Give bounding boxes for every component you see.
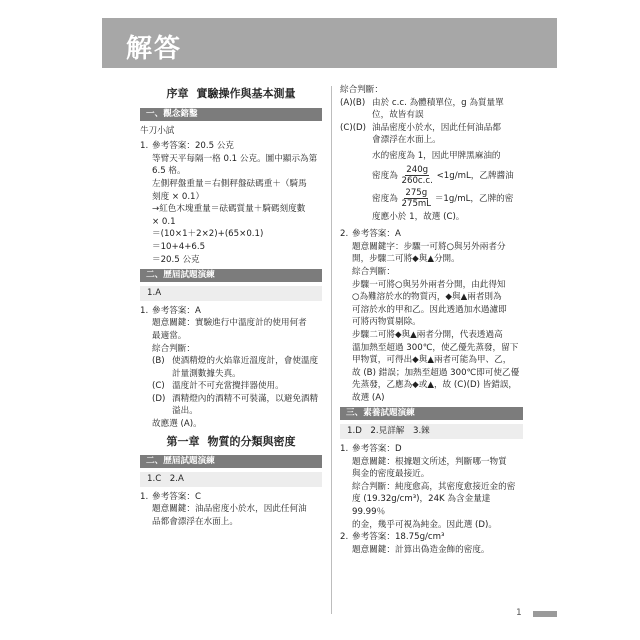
answer-key-box: 1.A <box>140 286 322 301</box>
text-line: 題意關鍵字：步驟一可將○與另外兩者分 <box>352 241 506 252</box>
section-past-exams-2: 二、歷屆試題演練 <box>140 455 322 468</box>
right-column <box>340 84 523 556</box>
text-line: 綜合判斷：純度愈高，其密度愈接近金的密 <box>352 481 516 492</box>
text-line: 與金的密度最接近。 <box>352 469 430 480</box>
subheading-niudao: 牛刀小試 <box>140 125 175 136</box>
denominator: 260c.c. <box>401 175 433 186</box>
option-label: (C) <box>152 381 165 392</box>
question-number: 2. <box>340 532 349 543</box>
text-line: 溫度計不可充當攪拌器使用。 <box>172 381 284 392</box>
numerator: 240g <box>406 164 429 175</box>
formula-text: 密度為 <box>372 193 398 204</box>
text-line: ＝(10×1＋2×2)+(65×0.1) <box>152 229 264 240</box>
text-line: 油品密度小於水，因此任何油品都 <box>372 122 501 133</box>
question-number: 1. <box>140 305 149 316</box>
option-cd <box>340 122 523 147</box>
text-line: 計量測數據失真。 <box>172 368 241 379</box>
formula-text: 密度為 <box>372 170 398 181</box>
answer-line: 參考答案：20.5 公克 <box>152 141 235 152</box>
section-concept: 一、觀念鎔鑿 <box>140 108 322 121</box>
question-number: 1. <box>340 444 349 455</box>
text-line: 題意關鍵：根據題文所述，判斷哪一物質 <box>352 456 507 467</box>
answer-key-box: 1.D 2.見詳解 3.錸 <box>340 424 523 439</box>
text-line: 綜合判斷： <box>340 85 383 95</box>
option-c <box>152 380 322 393</box>
chapter-heading-prologue <box>140 88 322 101</box>
numerator: 275g <box>405 187 428 198</box>
density-formula-1 <box>372 165 523 186</box>
question-1-past <box>140 305 322 431</box>
section-past-exams: 二、歷屆試題演練 <box>140 269 322 282</box>
column-divider <box>331 86 332 614</box>
question-number: 2. <box>340 229 349 240</box>
text-line: 步驟一可將○與另外兩者分開，由此得知 <box>352 279 506 290</box>
text-line: 最適當。 <box>152 330 187 341</box>
option-label: (A)(B) <box>340 97 366 108</box>
chapter-prefix: 第一章 <box>166 434 200 448</box>
text-line: ○為難溶於水的物質丙，◆與▲兩者則為 <box>352 292 502 303</box>
question-2-pro <box>340 531 523 556</box>
text-line: 可溶於水的甲和乙。因此透過加水過濾即 <box>352 304 507 315</box>
text-line: 故選 (A) <box>352 392 385 403</box>
chapter-title: 實驗操作與基本測量 <box>196 87 296 100</box>
text-line: 綜合判斷： <box>152 343 195 354</box>
question-1-pro <box>340 443 523 531</box>
text-line: 水的密度為 1，因此甲牌黑麻油的 <box>372 150 501 161</box>
chapter-heading-1 <box>140 436 322 449</box>
page-number: 1 <box>516 608 522 618</box>
text-line: 由於 c.c. 為體積單位，g 為質量單 <box>372 97 504 108</box>
question-1 <box>140 140 322 266</box>
text-line: ＝10+4+6.5 <box>152 241 206 252</box>
text-line: 使酒精燈的火焰靠近溫度計，會使溫度 <box>172 356 319 367</box>
page-number-bar <box>533 611 557 617</box>
text-line: ＝20.5 公克 <box>152 254 200 265</box>
answer-key-box: 1.C 2.A <box>140 472 322 487</box>
text-line: 題意關鍵：油品密度小於水，因此任何油 <box>152 504 307 515</box>
left-column <box>140 84 322 529</box>
chapter-title: 物質的分類與密度 <box>207 434 296 448</box>
text-line: 會漂浮在水面上。 <box>372 135 441 146</box>
text-line: 題意關鍵：計算出偽造金飾的密度。 <box>352 544 490 555</box>
question-2 <box>340 228 523 404</box>
text-line: × 0.1 <box>152 216 176 227</box>
option-label: (D) <box>152 393 166 404</box>
text-line: 的金，幾乎可視為純金。因此選 (D)。 <box>352 519 497 530</box>
text-line: 甲物質，可得出◆與▲兩者可能為甲、乙， <box>352 355 512 366</box>
text-line: 等臂天平每隔一格 0.1 公克。圖中顯示為第 <box>152 153 318 164</box>
section-proficiency: 三、素養試題演練 <box>340 407 523 420</box>
text-line: 度應小於 1，故選 (C)。 <box>372 211 465 222</box>
option-label: (B) <box>152 356 165 367</box>
text-line: →紅色木塊重量＝砝碼質量＋騎碼刻度數 <box>152 204 306 215</box>
chapter-prefix: 序章 <box>166 87 189 100</box>
text-line: 度 (19.32g/cm³)，24K 為含金量達 99.99％ <box>352 494 491 518</box>
text-line: 可將丙物質剔除。 <box>352 317 421 328</box>
text-line: 品都會漂浮在水面上。 <box>152 517 238 528</box>
fraction <box>402 165 433 186</box>
page-title: 解答 <box>126 34 183 64</box>
text-line: 酒精燈內的酒精不可裝滿，以避免酒精 <box>172 393 319 404</box>
text-line: 刻度 × 0.1） <box>152 191 205 202</box>
answer-line: 參考答案：18.75g/cm³ <box>352 532 445 543</box>
text-line: 位，故皆有誤 <box>372 110 424 121</box>
text-line: 故 (B) 錯誤；加熱至超過 300℃即可使乙優 <box>352 367 520 378</box>
question-number: 1. <box>140 141 149 152</box>
option-label: (C)(D) <box>340 122 367 133</box>
text-line: 溢出。 <box>172 406 198 417</box>
text-line: 綜合判斷： <box>352 266 395 277</box>
option-ab <box>340 97 523 122</box>
answer-line: 參考答案：A <box>352 229 401 240</box>
option-b <box>152 355 322 380</box>
option-d <box>152 393 322 418</box>
fraction <box>402 188 432 209</box>
answer-line: 參考答案：D <box>352 444 402 455</box>
density-formula-2 <box>372 188 523 209</box>
denominator: 275mL <box>401 198 432 209</box>
formula-text: <1g/mL，乙牌醬油 <box>436 170 514 181</box>
question-number: 1. <box>140 491 149 502</box>
text-line: 6.5 格。 <box>152 166 186 177</box>
text-line: 故應選 (A)。 <box>152 419 202 430</box>
text-line: 開，步驟二可將◆與▲分開。 <box>352 254 460 265</box>
question-1-ch1 <box>140 491 322 529</box>
answer-line: 參考答案：C <box>152 491 201 502</box>
text-line: 先蒸發，乙應為◆或▲，故 (C)(D) 皆錯誤， <box>352 380 518 391</box>
text-line: 左側秤盤重量＝右側秤盤砝碼重＋（騎馬 <box>152 178 307 189</box>
text-line: 步驟二可將◆與▲兩者分開，代表透過高 <box>352 329 503 340</box>
answer-line: 參考答案：A <box>152 305 201 316</box>
text-line: 溫加熱至超過 300℃，使乙優先蒸發，留下 <box>352 342 519 353</box>
text-line: 題意關鍵：實驗進行中溫度計的使用何者 <box>152 318 307 329</box>
formula-text: ＝1g/mL，乙牌的密 <box>434 193 514 204</box>
